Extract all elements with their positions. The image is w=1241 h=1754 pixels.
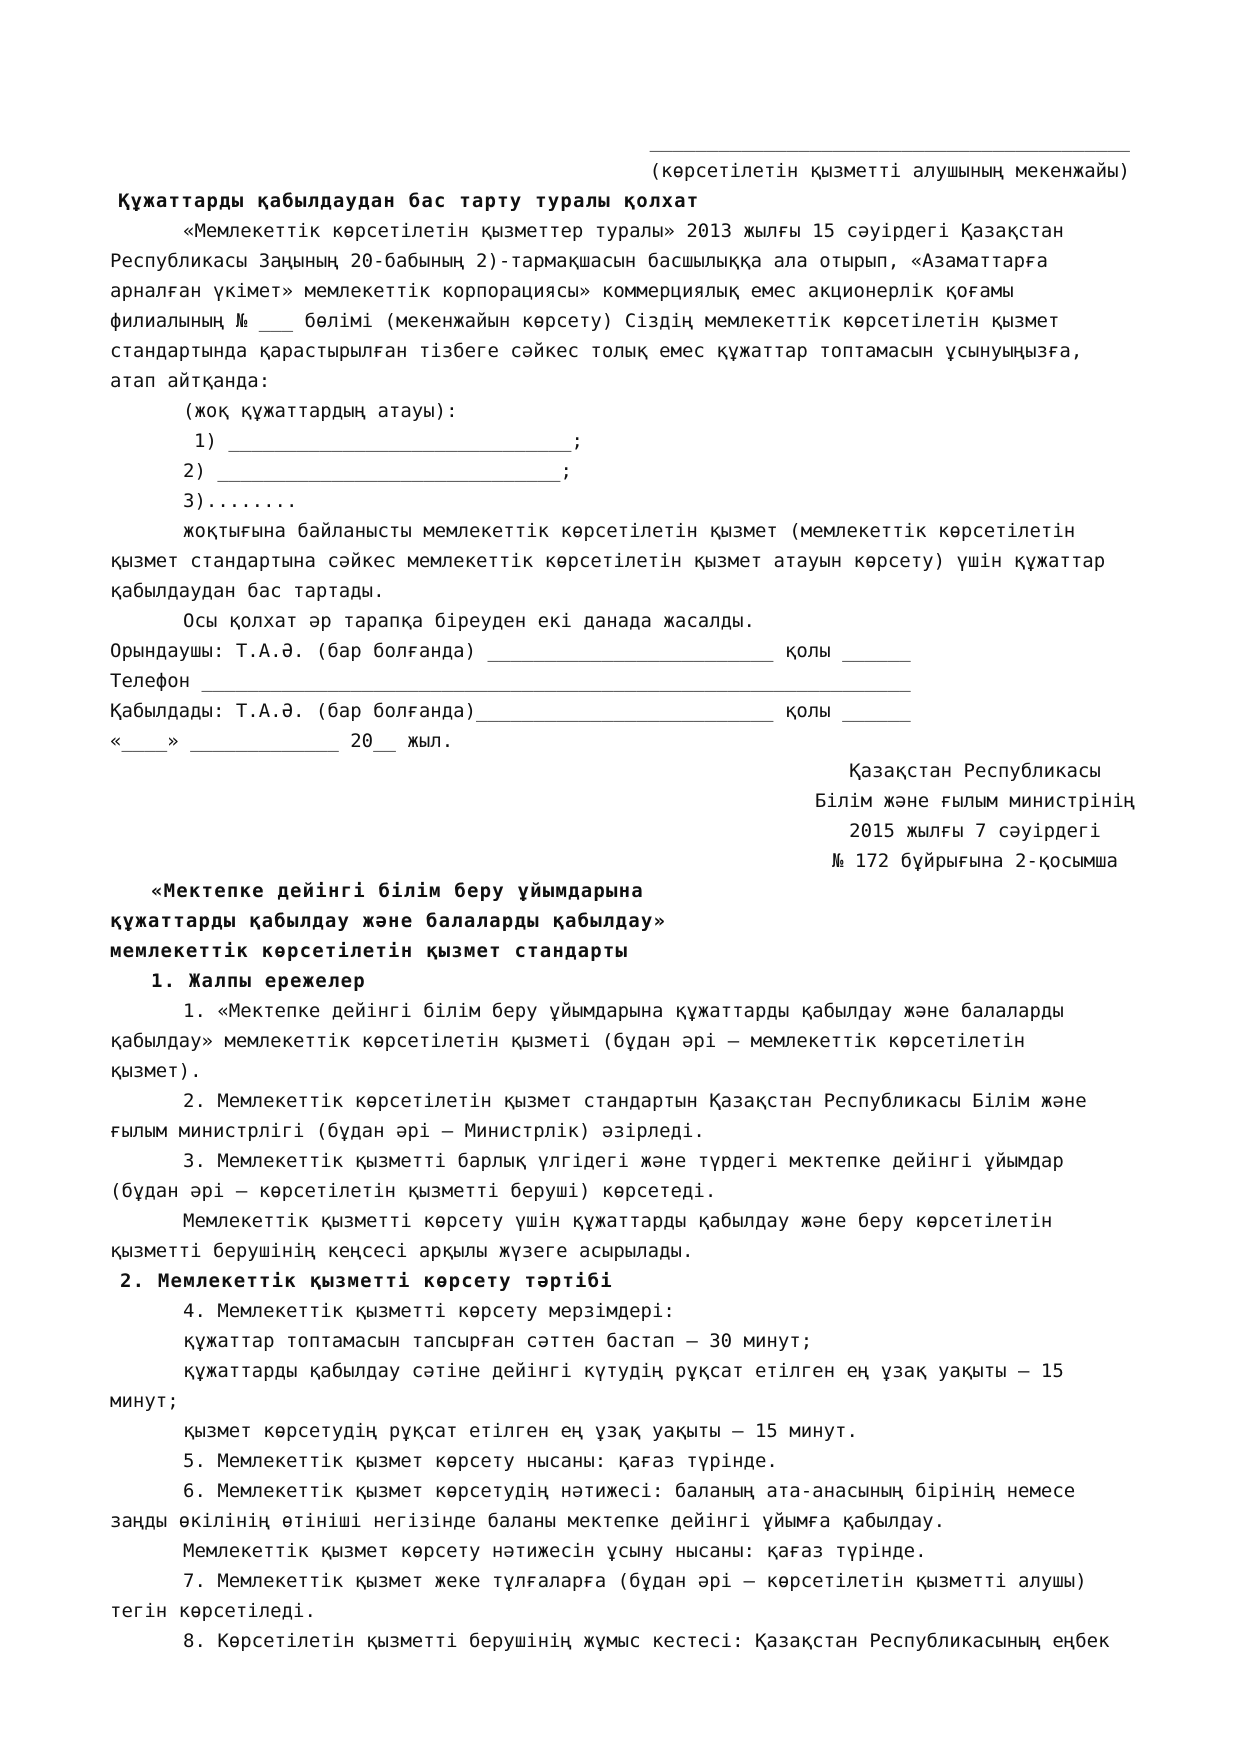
- section-2-paragraph-line: 5. Мемлекеттік қызмет көрсету нысаны: қағаз түрінде.: [183, 1450, 778, 1472]
- section-1-paragraph-line: 2. Мемлекеттік көрсетілетін қызмет стандартын Қазақстан Республикасы Білім және: [183, 1090, 1087, 1112]
- section-2-paragraph-line: 6. Мемлекеттік қызмет көрсетудің нәтижесі: баланың ата-анасының бірінің немесе: [183, 1480, 1076, 1502]
- receipt-paragraph-line: филиалының № ___ бөлімі (мекенжайын көрсету) Сіздің мемлекеттік көрсетілетін қызмет: [110, 310, 1060, 332]
- section-1-paragraph-line: 3. Мемлекеттік қызметті барлық үлгідегі және түрдегі мектепке дейінгі ұйымдар: [183, 1150, 1064, 1172]
- receipt-paragraph-line: «Мемлекеттік көрсетілетін қызметтер туралы» 2013 жылғы 15 сәуірдегі Қазақстан: [183, 220, 1064, 242]
- executor-signature-line: Орындаушы: Т.А.Ә. (бар болғанда) _________________________ қолы ______: [110, 640, 911, 662]
- standard-title-line: «Мектепке дейінгі білім беру ұйымдарына: [151, 880, 644, 902]
- receiver-signature-line: Қабылдады: Т.А.Ә. (бар болғанда)__________________________ қолы ______: [110, 700, 911, 722]
- address-blank-line: __________________________________________: [649, 130, 1130, 152]
- document-lines: [110, 126, 1145, 1656]
- section-1-paragraph-line: қызметті берушінің кеңсесі арқылы жүзеге асырылады.: [110, 1240, 694, 1262]
- section-2-paragraph-line: 7. Мемлекеттік қызмет жеке тұлғаларға (бұдан әрі – көрсетілетін қызметті алушы): [183, 1570, 1087, 1592]
- missing-doc-item-3: 3)........: [183, 490, 298, 512]
- standard-title-line: мемлекеттік көрсетілетін қызмет стандарты: [110, 940, 629, 962]
- section-1-paragraph-line: (бұдан әрі – көрсетілетін қызметті беруші) көрсетеді.: [110, 1180, 717, 1202]
- refusal-paragraph-line: қабылдаудан бас тартады.: [110, 580, 385, 602]
- section-2-paragraph-line: қызмет көрсетудің рұқсат етілген ең ұзақ уақыты – 15 минут.: [183, 1420, 858, 1442]
- missing-doc-item-2: 2) ______________________________;: [183, 460, 572, 482]
- standard-title-line: құжаттарды қабылдау және балаларды қабылдау»: [110, 910, 667, 932]
- refusal-paragraph-line: қызмет стандартына сәйкес мемлекеттік көрсетілетін қызмет атауын көрсету) үшін құжаттар: [110, 550, 1106, 572]
- receipt-paragraph-line: стандартында қарастырылған тізбеге сәйкес толық емес құжаттар топтамасын ұсынуыңызға,: [110, 340, 1083, 362]
- receipt-paragraph-line: атап айтқанда:: [110, 370, 271, 392]
- missing-docs-label: (жоқ құжаттардың атауы):: [183, 400, 458, 422]
- section-1-paragraph-line: Мемлекеттік қызметті көрсету үшін құжаттарды қабылдау және беру көрсетілетін: [183, 1210, 1053, 1232]
- section-2-paragraph-line: Мемлекеттік қызмет көрсету нәтижесін ұсыну нысаны: қағаз түрінде.: [183, 1540, 927, 1562]
- document-page: [110, 126, 1145, 1656]
- receipt-title: Құжаттарды қабылдаудан бас тарту туралы қолхат: [118, 190, 700, 212]
- refusal-paragraph-line: жоқтығына байланысты мемлекеттік көрсетілетін қызмет (мемлекеттік көрсетілетін: [183, 520, 1076, 542]
- section-2-paragraph-line: тегін көрсетіледі.: [110, 1600, 316, 1622]
- section-1-paragraph-line: 1. «Мектепке дейінгі білім беру ұйымдарына құжаттарды қабылдау және балаларды: [183, 1000, 1064, 1022]
- section-1-paragraph-line: қызмет).: [110, 1060, 202, 1082]
- section-2-paragraph-line: 4. Мемлекеттік қызметті көрсету мерзімдері:: [183, 1300, 675, 1322]
- phone-line: Телефон ______________________________________________________________: [110, 670, 911, 692]
- section-2-paragraph-line: құжаттарды қабылдау сәтіне дейінгі күтудің рұқсат етілген ең ұзақ уақыты – 15: [183, 1360, 1064, 1382]
- missing-doc-item-1: 1) ______________________________;: [194, 430, 583, 452]
- section-1-heading: 1. Жалпы ережелер: [151, 970, 366, 992]
- date-line: «____» _____________ 20__ жыл.: [110, 730, 454, 752]
- copies-note-line: Осы қолхат әр тарапқа біреуден екі данада жасалды.: [183, 610, 755, 632]
- approval-stamp-line: № 172 бұйрығына 2-қосымша: [832, 850, 1118, 872]
- approval-stamp-line: Білім және ғылым министрінің: [814, 790, 1136, 812]
- approval-stamp-line: 2015 жылғы 7 сәуірдегі: [849, 820, 1101, 842]
- address-caption: (көрсетілетін қызметті алушының мекенжайы): [649, 160, 1130, 182]
- receipt-paragraph-line: арналған үкімет» мемлекеттік корпорациясы» коммерциялық емес акционерлік қоғамы: [110, 280, 1014, 302]
- section-1-paragraph-line: қабылдау» мемлекеттік көрсетілетін қызметі (бұдан әрі – мемлекеттік көрсетілетін: [110, 1030, 1026, 1052]
- approval-stamp-line: Қазақстан Республикасы: [849, 760, 1101, 782]
- section-2-paragraph-line: құжаттар топтамасын тапсырған сәттен бастап – 30 минут;: [183, 1330, 813, 1352]
- section-2-paragraph-line: минут;: [110, 1390, 179, 1412]
- section-2-paragraph-line: заңды өкілінің өтініші негізінде баланы мектепке дейінгі ұйымға қабылдау.: [110, 1510, 946, 1532]
- section-2-paragraph-line: 8. Көрсетілетін қызметті берушінің жұмыс кестесі: Қазақстан Республикасының еңбек: [183, 1630, 1110, 1652]
- receipt-paragraph-line: Республикасы Заңының 20-бабының 2)-тармақшасын басшылыққа ала отырып, «Азаматтарға: [110, 250, 1048, 272]
- section-2-heading: 2. Мемлекеттік қызметті көрсету тәртібі: [120, 1270, 613, 1292]
- section-1-paragraph-line: ғылым министрлігі (бұдан әрі – Министрлік) әзірледі.: [110, 1120, 705, 1142]
